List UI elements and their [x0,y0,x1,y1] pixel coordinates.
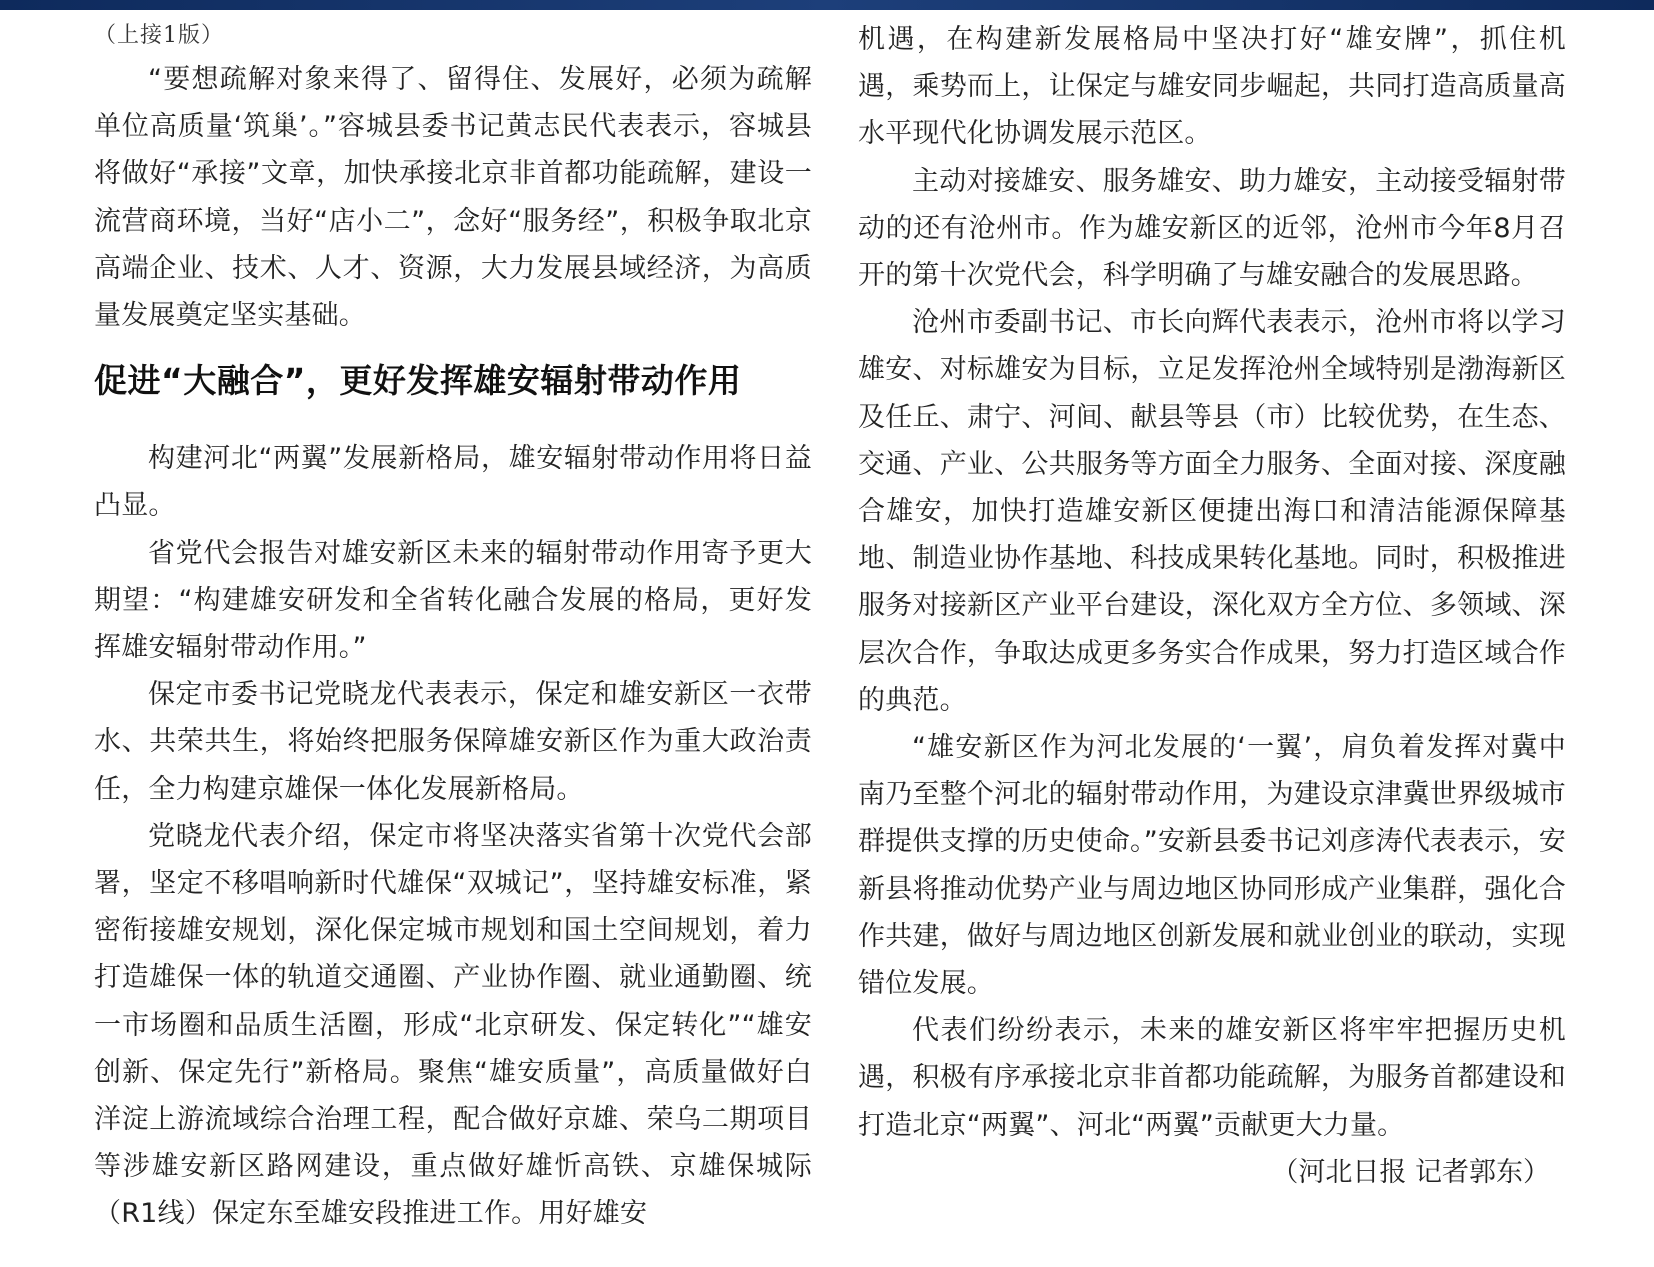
left-column [94,16,812,1238]
paragraph-conclusion: 代表们纷纷表示，未来的雄安新区将牢牢把握历史机遇，积极有序承接北京非首都功能疏解，为服务首都建设和打造北京“两翼”、河北“两翼”贡献更大力量。 [858,1015,1566,1141]
byline: （河北日报 记者郭东） [1271,1156,1550,1188]
paragraph-cangzhou-intro: 主动对接雄安、服务雄安、助力雄安，主动接受辐射带动的还有沧州市。作为雄安新区的近邻，沧州市今年8月召开的第十次党代会，科学明确了与雄安融合的发展思路。 [858,165,1566,292]
section-heading: 促进“大融合”，更好发挥雄安辐射带动作用 [94,361,742,401]
paragraph-party-congress-report: 省党代会报告对雄安新区未来的辐射带动作用寄予更大期望：“构建雄安研发和全省转化融合发展的格局，更好发挥雄安辐射带动作用。” [94,537,812,664]
intro-paragraph: “要想疏解对象来得了、留得住、发展好，必须为疏解单位高质量‘筑巢’。”容城县委书记黄志民代表表示，容城县将做好“承接”文章，加快承接北京非首都功能疏解，建设一流营商环境，当好“店小二”，念好“服务经”，积极争取北京高端企业、技术、人才、资源，大力发展县域经济，为高质量发展奠定坚实基础。 [94,64,812,332]
continuation-paragraph: 机遇，在构建新发展格局中坚决打好“雄安牌”，抓住机遇，乘势而上，让保定与雄安同步崛起，共同打造高质量高水平现代化协调发展示范区。 [858,24,1566,150]
paragraph-anxin-secretary: “雄安新区作为河北发展的‘一翼’，肩负着发挥对冀中南乃至整个河北的辐射带动作用，为建设京津冀世界级城市群提供支撑的历史使命。”安新县委书记刘彦涛代表表示，安新县将推动优势产业与周边地区协同形成产业集群，强化合作共建，做好与周边地区创新发展和就业创业的联动，实现错位发展。 [858,732,1566,1000]
paragraph-cangzhou-mayor: 沧州市委副书记、市长向辉代表表示，沧州市将以学习雄安、对标雄安为目标，立足发挥沧州全域特别是渤海新区及任丘、肃宁、河间、献县等县（市）比较优势，在生态、交通、产业、公共服务等方面全力服务、全面对接、深度融合雄安，加快打造雄安新区便捷出海口和清洁能源保障基地、制造业协作基地、科技成果转化基地。同时，积极推进服务对接新区产业平台建设，深化双方全方位、多领域、深层次合作，争取达成更多务实合作成果，努力打造区域合作的典范。 [858,307,1566,716]
paragraph-two-wings: 构建河北“两翼”发展新格局，雄安辐射带动作用将日益凸显。 [94,443,812,522]
paragraph-baoding-secretary: 保定市委书记党晓龙代表表示，保定和雄安新区一衣带水、共荣共生，将始终把服务保障雄安新区作为重大政治责任，全力构建京雄保一体化发展新格局。 [94,679,812,805]
top-decorative-bar [0,0,1654,10]
continued-from-page-note: （上接1版） [94,23,224,48]
right-column [858,16,1566,1196]
paragraph-baoding-plan: 党晓龙代表介绍，保定市将坚决落实省第十次党代会部署，坚定不移唱响新时代雄保“双城记”，坚持雄安标准，紧密衔接雄安规划，深化保定城市规划和国土空间规划，着力打造雄保一体的轨道交通圈、产业协作圈、就业通勤圈、统一市场圈和品质生活圈，形成“北京研发、保定转化”“雄安创新、保定先行”新格局。聚焦“雄安质量”，高质量做好白洋淀上游流域综合治理工程，配合做好京雄、荣乌二期项目等涉雄安新区路网建设，重点做好雄忻高铁、京雄保城际（R1线）保定东至雄安段推进工作。用好雄安 [94,820,812,1230]
